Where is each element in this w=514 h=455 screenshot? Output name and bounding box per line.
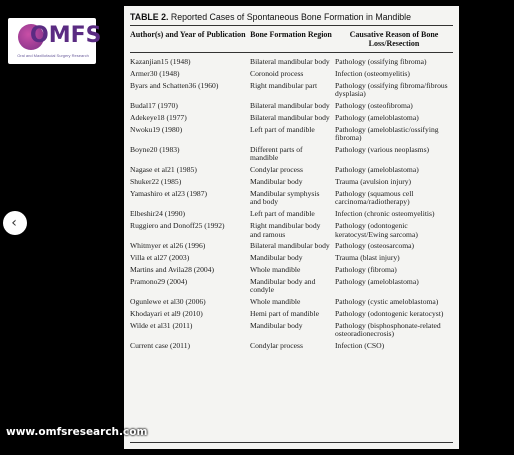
cell-reason: Infection (osteomyelitis) bbox=[335, 68, 410, 78]
header-region: Bone Formation Region bbox=[250, 30, 332, 39]
table-row bbox=[130, 222, 453, 239]
cell-reason: Pathology (bisphosphonate-related osteoradionecrosis) bbox=[335, 320, 441, 339]
cell-author: Budal17 (1970) bbox=[130, 100, 178, 110]
omfs-logo bbox=[8, 18, 102, 64]
cell-reason: Pathology (ossifying fibroma) bbox=[335, 57, 427, 66]
table-row bbox=[130, 126, 453, 143]
table-row bbox=[130, 82, 453, 99]
cell-region: Left part of mandible bbox=[250, 124, 315, 134]
cell-author: Villa et al27 (2003) bbox=[130, 253, 190, 263]
cell-reason: Pathology (ameloblastoma) bbox=[335, 276, 419, 286]
chevron-left-icon: ‹ bbox=[11, 215, 17, 231]
table-row bbox=[130, 166, 453, 175]
table-document bbox=[124, 6, 459, 449]
cell-author: Martins and Avila28 (2004) bbox=[130, 264, 215, 274]
cell-reason: Pathology (osteosarcoma) bbox=[335, 241, 415, 251]
cell-author: Nagase et al21 (1985) bbox=[130, 165, 197, 175]
cell-author: Adekeye18 (1977) bbox=[130, 112, 187, 122]
cell-author: Ruggiero and Donoff25 (1992) bbox=[130, 220, 225, 230]
cell-region: Bilateral mandibular body bbox=[250, 57, 330, 66]
cell-author: Kazanjian15 (1948) bbox=[130, 57, 191, 66]
cell-region: Right mandibular part bbox=[250, 80, 318, 90]
table-caption: Reported Cases of Spontaneous Bone Formation in Mandible bbox=[170, 12, 412, 22]
table-row bbox=[130, 58, 453, 67]
header-reason: Causative Reason of Bone Loss/Resection bbox=[349, 30, 439, 48]
table-row bbox=[130, 322, 453, 339]
cell-region: Mandibular body and condyle bbox=[250, 276, 316, 295]
cell-region: Bilateral mandibular body bbox=[250, 241, 330, 251]
header-author: Author(s) and Year of Publication bbox=[130, 30, 246, 39]
table-row bbox=[130, 254, 453, 263]
cell-region: Mandibular body bbox=[250, 253, 303, 263]
cell-region: Condylar process bbox=[250, 165, 303, 175]
table-row bbox=[130, 146, 453, 163]
cell-author: Whitmyer et al26 (1996) bbox=[130, 241, 206, 251]
cell-region: Whole mandible bbox=[250, 264, 301, 274]
previous-slide-button[interactable] bbox=[3, 211, 27, 235]
cell-reason: Pathology (fibroma) bbox=[335, 264, 397, 274]
table-title-row bbox=[130, 12, 453, 26]
cell-reason: Infection (CSO) bbox=[335, 341, 385, 350]
cell-reason: Pathology (odontogenic keratocyst/Ewing sarcoma) bbox=[335, 220, 418, 239]
cell-region: Coronoid process bbox=[250, 68, 304, 78]
cell-region: Mandibular symphysis and body bbox=[250, 188, 320, 207]
cell-author: Ogunlewe et al30 (2006) bbox=[130, 297, 206, 307]
logo-text: OMFS bbox=[30, 23, 102, 48]
table-header bbox=[130, 30, 453, 53]
cell-region: Mandibular body bbox=[250, 177, 303, 187]
logo-subtitle: Oral and Maxillofacial Surgery Research bbox=[17, 53, 89, 58]
cell-reason: Trauma (blast injury) bbox=[335, 253, 400, 263]
cell-reason: Trauma (avulsion injury) bbox=[335, 177, 412, 187]
table-row bbox=[130, 342, 453, 351]
table-row bbox=[130, 242, 453, 251]
cell-reason: Pathology (ameloblastic/ossifying fibroma) bbox=[335, 124, 439, 143]
cell-author: Pramono29 (2004) bbox=[130, 276, 188, 286]
cell-author: Current case (2011) bbox=[130, 341, 191, 350]
table-row bbox=[130, 114, 453, 123]
cell-author: Byars and Schatten36 (1960) bbox=[130, 80, 219, 90]
table-body bbox=[130, 58, 453, 351]
cell-region: Left part of mandible bbox=[250, 209, 315, 219]
table-row bbox=[130, 310, 453, 319]
cell-region: Bilateral mandibular body bbox=[250, 100, 330, 110]
cell-region: Bilateral mandibular body bbox=[250, 112, 330, 122]
table-row bbox=[130, 266, 453, 275]
table-row bbox=[130, 178, 453, 187]
cell-author: Shuker22 (1985) bbox=[130, 177, 182, 187]
cell-reason: Pathology (odontogenic keratocyst) bbox=[335, 308, 444, 318]
cell-region: Mandibular body bbox=[250, 320, 303, 330]
cell-reason: Pathology (ameloblastoma) bbox=[335, 112, 419, 122]
cell-region: Condylar process bbox=[250, 341, 303, 350]
cell-reason: Pathology (squamous cell carcinoma/radiotherapy) bbox=[335, 188, 414, 207]
cell-author: Yamashiro et al23 (1987) bbox=[130, 188, 208, 198]
table-bottom-rule bbox=[130, 442, 453, 443]
cell-reason: Pathology (ossifying fibroma/fibrous dysplasia) bbox=[335, 80, 448, 99]
cell-author: Wilde et al31 (2011) bbox=[130, 320, 193, 330]
table-number: TABLE 2. bbox=[130, 12, 169, 22]
table-row bbox=[130, 70, 453, 79]
cell-author: Boyne20 (1983) bbox=[130, 144, 180, 154]
cell-reason: Pathology (cystic ameloblastoma) bbox=[335, 297, 439, 307]
table-row bbox=[130, 102, 453, 111]
cell-reason: Pathology (various neoplasms) bbox=[335, 144, 430, 154]
cell-reason: Infection (chronic osteomyelitis) bbox=[335, 209, 435, 219]
cell-author: Armer30 (1948) bbox=[130, 68, 180, 78]
cell-region: Right mandibular body and ramous bbox=[250, 220, 321, 239]
cell-author: Elbeshir24 (1990) bbox=[130, 209, 186, 219]
table-row bbox=[130, 298, 453, 307]
table-row bbox=[130, 210, 453, 219]
cell-reason: Pathology (osteofibroma) bbox=[335, 100, 413, 110]
table-row bbox=[130, 278, 453, 295]
cell-region: Whole mandible bbox=[250, 297, 301, 307]
cell-author: Nwoku19 (1980) bbox=[130, 124, 183, 134]
cell-reason: Pathology (ameloblastoma) bbox=[335, 165, 419, 175]
watermark-url: www.omfsresearch.com bbox=[6, 426, 148, 438]
cell-region: Different parts of mandible bbox=[250, 144, 303, 163]
cell-author: Khodayari et al9 (2010) bbox=[130, 308, 203, 318]
cell-region: Hemi part of mandible bbox=[250, 308, 319, 318]
table-row bbox=[130, 190, 453, 207]
